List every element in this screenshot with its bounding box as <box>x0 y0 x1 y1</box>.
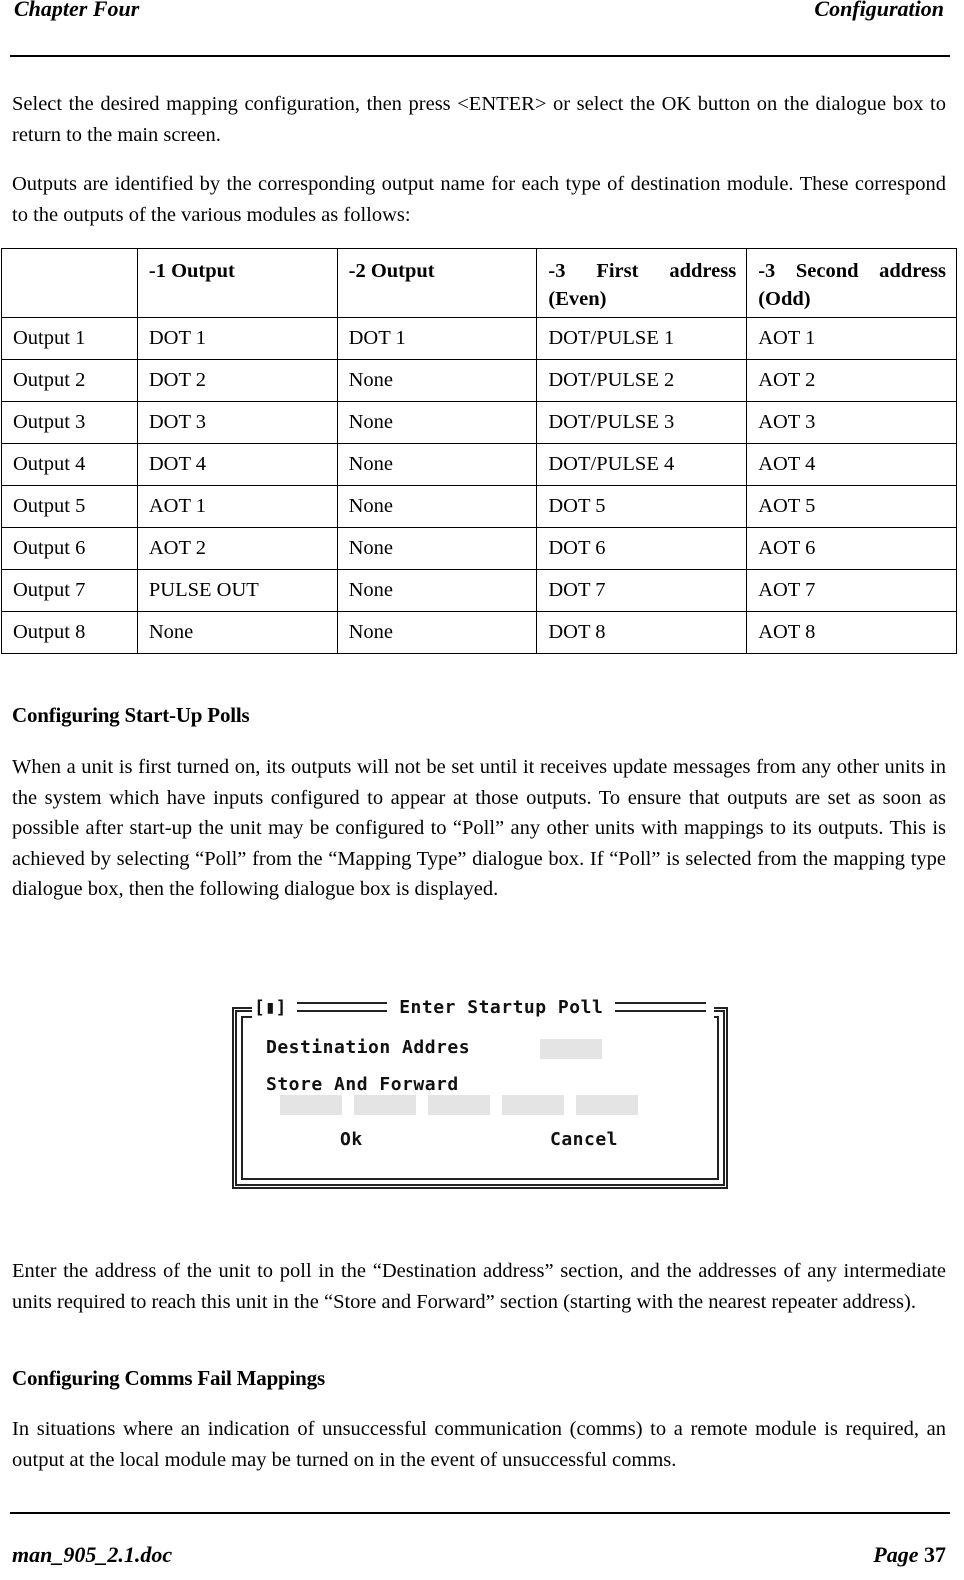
table-cell: AOT 2 <box>747 360 957 402</box>
startup-polls-heading: Configuring Start-Up Polls <box>12 703 250 727</box>
table-cell: DOT 3 <box>137 402 337 444</box>
table-cell: PULSE OUT <box>137 570 337 612</box>
document-filename: man_905_2.1.doc <box>12 1542 173 1567</box>
table-cell: Output 2 <box>2 360 138 402</box>
table-cell: DOT/PULSE 1 <box>537 318 747 360</box>
section-title: Configuration <box>814 0 944 21</box>
table-row <box>2 318 957 360</box>
table-row <box>2 444 957 486</box>
destination-address-input[interactable] <box>540 1039 602 1059</box>
store-forward-input[interactable] <box>354 1095 416 1115</box>
table-cell: Output 7 <box>2 570 138 612</box>
destination-address-label: Destination Addres <box>266 1037 471 1058</box>
store-forward-input[interactable] <box>502 1095 564 1115</box>
dialog-titlebar <box>252 996 714 1018</box>
table-cell: None <box>337 444 537 486</box>
table-row <box>2 486 957 528</box>
table-header-cell: -3 Second address (Odd) <box>747 249 957 318</box>
dialog-title: Enter Startup Poll <box>399 996 604 1018</box>
comms-fail-paragraph: In situations where an indication of unsuccessful communication (comms) to a remote module is required, an output at the local module may be turned on in the event of unsuccessful comms. <box>12 1418 946 1471</box>
footer-rule <box>10 1512 950 1514</box>
table-header-cell: -3 First address (Even) <box>537 249 747 318</box>
page-number <box>873 1542 946 1568</box>
table-cell: AOT 1 <box>747 318 957 360</box>
store-forward-label: Store And Forward <box>266 1074 459 1095</box>
table-cell: None <box>337 612 537 654</box>
chapter-title: Chapter Four <box>14 0 140 21</box>
table-cell: AOT 7 <box>747 570 957 612</box>
table-cell: Output 8 <box>2 612 138 654</box>
table-row <box>2 570 957 612</box>
startup-polls-paragraph: When a unit is first turned on, its outputs will not be set until it receives update messages from any other units in the system which have inputs configured to appear at those outputs. To ensure that outputs are set as soon as possible after start-up the unit may be configured to “Poll” any other units with mappings to its outputs. This is achieved by selecting “Poll” from the “Mapping Type” dialogue box. If “Poll” is selected from the mapping type dialogue box, then the following dialogue box is displayed. <box>12 756 946 900</box>
table-cell: AOT 1 <box>137 486 337 528</box>
table-cell: AOT 2 <box>137 528 337 570</box>
table-cell: Output 1 <box>2 318 138 360</box>
table-header-cell: -2 Output <box>337 249 537 318</box>
table-row <box>2 402 957 444</box>
table-cell: DOT/PULSE 4 <box>537 444 747 486</box>
table-cell: DOT 4 <box>137 444 337 486</box>
table-cell: DOT/PULSE 2 <box>537 360 747 402</box>
table-cell: None <box>337 360 537 402</box>
table-cell: None <box>137 612 337 654</box>
table-header-cell <box>2 249 138 318</box>
table-cell: DOT 8 <box>537 612 747 654</box>
table-cell: Output 6 <box>2 528 138 570</box>
table-cell: AOT 3 <box>747 402 957 444</box>
store-forward-input[interactable] <box>428 1095 490 1115</box>
table-cell: None <box>337 528 537 570</box>
table-cell: DOT/PULSE 3 <box>537 402 747 444</box>
table-header-cell: -1 Output <box>137 249 337 318</box>
table-cell: AOT 4 <box>747 444 957 486</box>
table-header-row <box>2 249 957 318</box>
output-mapping-table <box>1 248 957 654</box>
startup-poll-dialog <box>232 996 726 1183</box>
table-cell: DOT 1 <box>337 318 537 360</box>
store-forward-input[interactable] <box>280 1095 342 1115</box>
close-icon[interactable]: [▮] <box>254 996 287 1018</box>
after-dialog-paragraph: Enter the address of the unit to poll in the “Destination address” section, and the addresses of any intermediate units required to reach this unit in the “Store and Forward” section (starting with the nearest repeater address). <box>12 1260 946 1313</box>
table-row <box>2 612 957 654</box>
table-cell: Output 4 <box>2 444 138 486</box>
comms-fail-heading: Configuring Comms Fail Mappings <box>12 1366 325 1390</box>
intro-paragraph-2: Outputs are identified by the corresponding output name for each type of destination module. These correspond to the outputs of the various modules as follows: <box>12 173 946 226</box>
table-cell: AOT 8 <box>747 612 957 654</box>
ok-button[interactable]: Ok <box>340 1129 363 1150</box>
intro-paragraph-1: Select the desired mapping configuration, then press <ENTER> or select the OK button on the dialogue box to return to the main screen. <box>12 93 946 146</box>
table-cell: DOT 2 <box>137 360 337 402</box>
table-cell: DOT 6 <box>537 528 747 570</box>
table-cell: AOT 6 <box>747 528 957 570</box>
table-cell: None <box>337 402 537 444</box>
page-number-value: 37 <box>924 1542 946 1567</box>
table-cell: Output 5 <box>2 486 138 528</box>
table-cell: DOT 5 <box>537 486 747 528</box>
page-label: Page <box>873 1542 919 1567</box>
cancel-button[interactable]: Cancel <box>550 1129 619 1150</box>
table-cell: DOT 1 <box>137 318 337 360</box>
table-cell: DOT 7 <box>537 570 747 612</box>
table-cell: AOT 5 <box>747 486 957 528</box>
header-rule <box>10 55 950 57</box>
table-row <box>2 528 957 570</box>
table-row <box>2 360 957 402</box>
table-cell: Output 3 <box>2 402 138 444</box>
store-forward-input[interactable] <box>576 1095 638 1115</box>
table-cell: None <box>337 570 537 612</box>
table-cell: None <box>337 486 537 528</box>
